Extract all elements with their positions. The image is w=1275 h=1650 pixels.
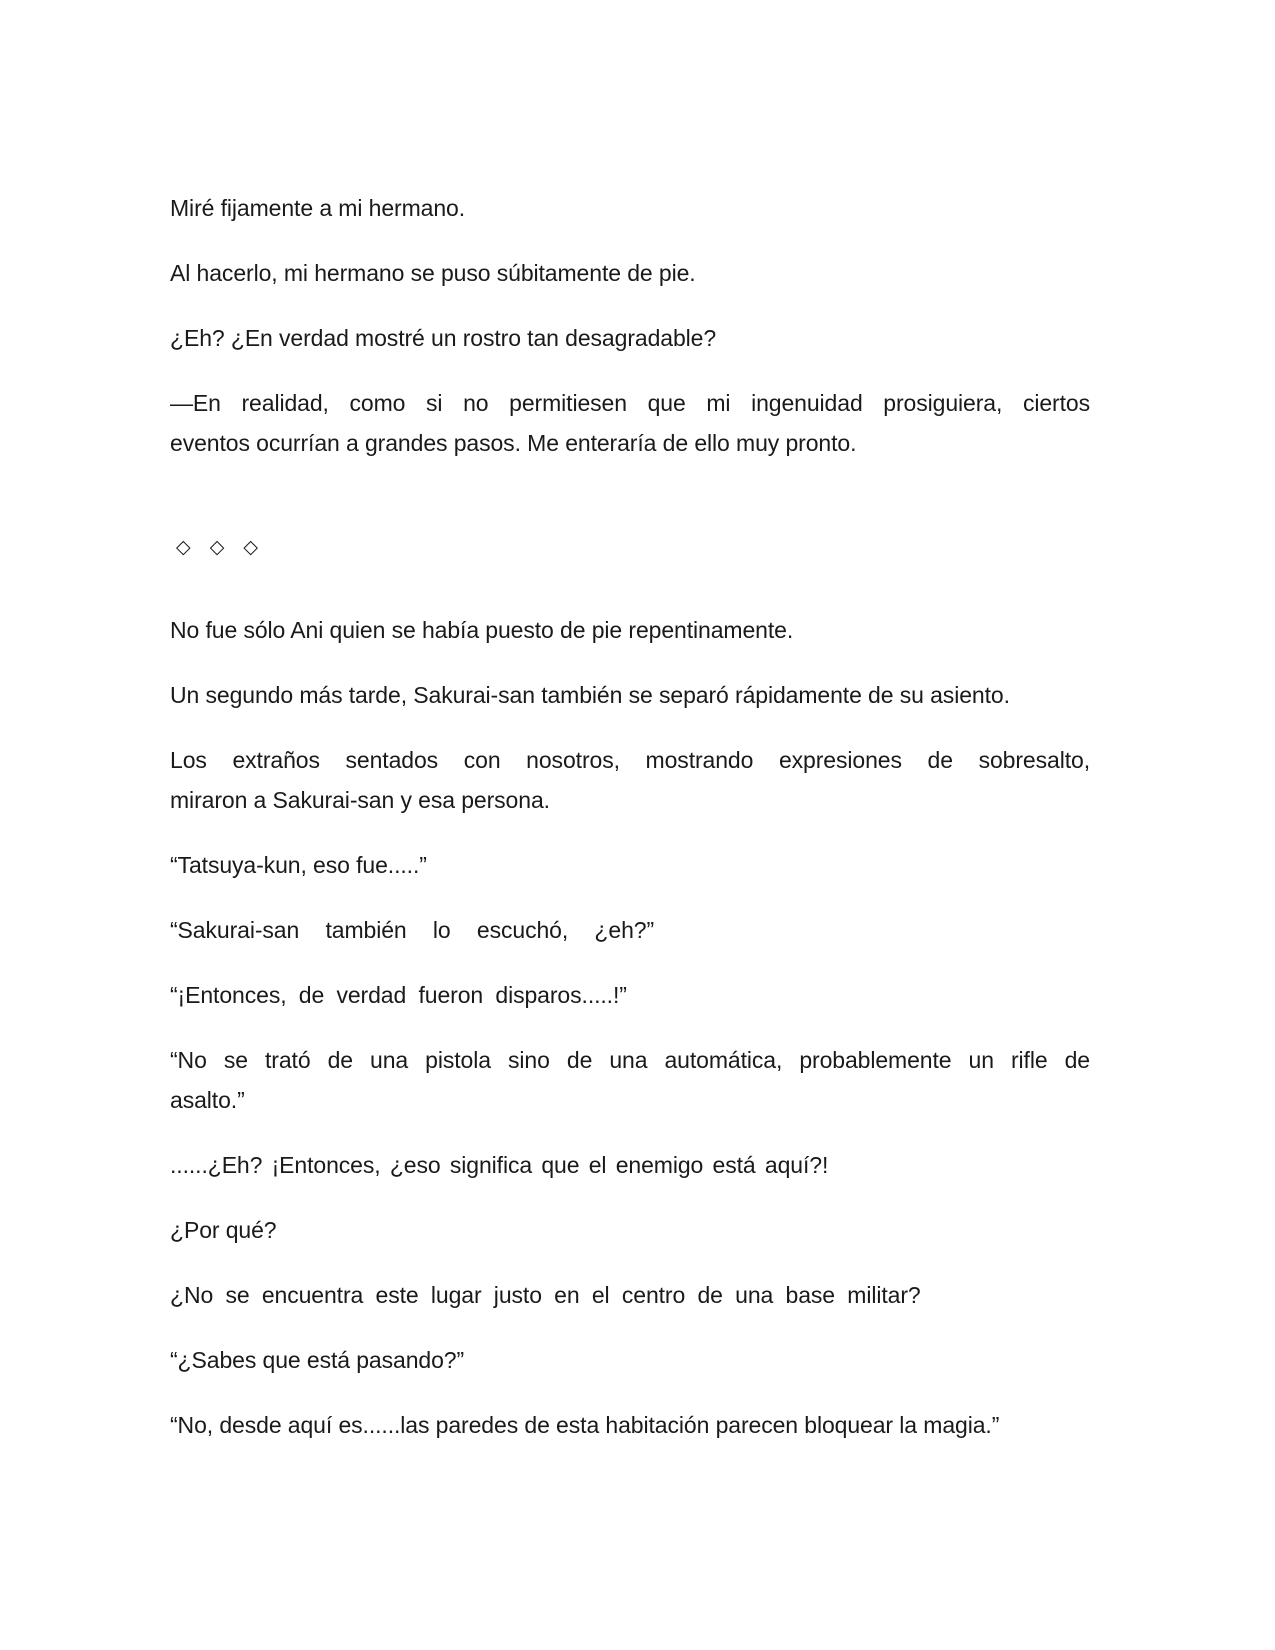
paragraph-line: eventos ocurrían a grandes pasos. Me enteraría de ello muy pronto. <box>170 430 857 456</box>
paragraph-line: Los extraños sentados con nosotros, mostrando expresiones de sobresalto, <box>170 747 1090 773</box>
page-text-block <box>170 0 1090 1470</box>
paragraph-11-dialogue: “¡Entonces, de verdad fueron disparos.....!” <box>170 982 627 1008</box>
scene-break-diamonds: ◇ ◇ ◇ <box>176 537 258 558</box>
paragraph-line: —En realidad, como si no permitiesen que mi ingenuidad prosiguiera, ciertos <box>170 390 1090 416</box>
paragraph-17-dialogue: “No, desde aquí es......las paredes de esta habitación parecen bloquear la magia.” <box>170 1412 1000 1438</box>
paragraph-7: Un segundo más tarde, Sakurai-san también se separó rápidamente de su asiento. <box>170 682 1010 708</box>
paragraph-2: Al hacerlo, mi hermano se puso súbitamente de pie. <box>170 260 696 286</box>
paragraph-line: “No se trató de una pistola sino de una automática, probablemente un rifle de <box>170 1047 1090 1073</box>
paragraph-3: ¿Eh? ¿En verdad mostré un rostro tan desagradable? <box>170 325 717 351</box>
paragraph-line: miraron a Sakurai-san y esa persona. <box>170 787 550 813</box>
paragraph-9-dialogue: “Tatsuya-kun, eso fue.....” <box>170 852 427 878</box>
paragraph-6: No fue sólo Ani quien se había puesto de pie repentinamente. <box>170 617 794 643</box>
paragraph-12-dialogue <box>170 1040 1090 1145</box>
paragraph-1: Miré fijamente a mi hermano. <box>170 195 466 221</box>
paragraph-13: ......¿Eh? ¡Entonces, ¿eso significa que el enemigo está aquí?! <box>170 1152 829 1178</box>
paragraph-4 <box>170 383 1090 488</box>
paragraph-line: asalto.” <box>170 1087 245 1113</box>
paragraph-16-dialogue: “¿Sabes que está pasando?” <box>170 1347 465 1373</box>
paragraph-15: ¿No se encuentra este lugar justo en el centro de una base militar? <box>170 1282 921 1308</box>
paragraph-10-dialogue: “Sakurai-san también lo escuchó, ¿eh?” <box>170 917 655 943</box>
paragraph-8 <box>170 740 1090 845</box>
paragraph-14: ¿Por qué? <box>170 1217 277 1243</box>
